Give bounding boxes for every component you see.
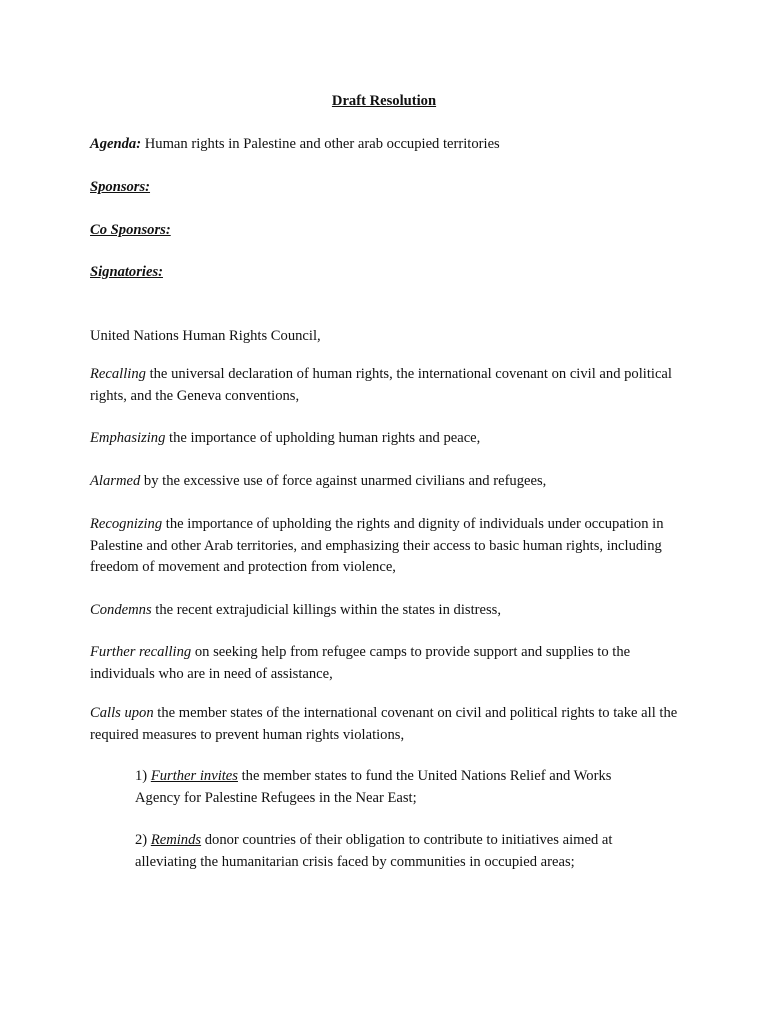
document-title: Draft Resolution	[331, 93, 437, 109]
clause-lead: Recalling	[90, 366, 146, 382]
clause-lead: Alarmed	[90, 473, 141, 489]
operative-clause	[135, 766, 655, 809]
clause-lead: Calls upon	[90, 705, 154, 721]
clause-lead: Further invites	[150, 768, 238, 784]
preambular-clause	[90, 600, 690, 622]
body-name: United Nations Human Rights Council,	[90, 328, 321, 344]
clause-lead: Further recalling	[90, 644, 192, 660]
preambular-clause	[90, 364, 690, 407]
preambular-clause	[90, 703, 690, 746]
sponsors-line	[90, 177, 690, 199]
preambular-clause	[90, 514, 690, 579]
clause-text: the importance of upholding the rights and dignity of individuals under occupation in Palestine and other Arab territories, and emphasizing their access to basic human rights, including freedom of movement and protection from violence,	[90, 516, 664, 575]
operative-clause	[135, 830, 655, 873]
signatories-label: Signatories:	[90, 264, 163, 280]
clause-lead: Emphasizing	[90, 430, 166, 446]
clause-text: the recent extrajudicial killings within the states in distress,	[151, 602, 501, 618]
co-sponsors-line	[90, 220, 690, 242]
clause-text: the importance of upholding human rights and peace,	[165, 430, 481, 446]
clause-text: the member states of the international covenant on civil and political rights to take all the required measures to prevent human rights violations,	[90, 705, 678, 743]
clause-text: the universal declaration of human rights, the international covenant on civil and political rights, and the Geneva conventions,	[90, 366, 672, 404]
clause-text: by the excessive use of force against unarmed civilians and refugees,	[140, 473, 547, 489]
clause-number: 1)	[135, 768, 151, 784]
clause-text: on seeking help from refugee camps to provide support and supplies to the individuals who are in need of assistance,	[90, 644, 631, 682]
signatories-line	[90, 262, 690, 284]
clause-number: 2)	[135, 832, 151, 848]
clause-text: the member states to fund the United Nations Relief and Works Agency for Palestine Refugees in the Near East;	[135, 768, 612, 806]
agenda-label: Agenda:	[90, 136, 142, 152]
clause-lead: Recognizing	[90, 516, 163, 532]
preambular-clause	[90, 428, 690, 450]
clause-lead: Reminds	[150, 832, 202, 848]
co-sponsors-label: Co Sponsors:	[90, 222, 171, 238]
sponsors-label: Sponsors:	[90, 179, 151, 195]
clause-text: donor countries of their obligation to contribute to initiatives aimed at alleviating the humanitarian crisis faced by communities in occupied areas;	[135, 832, 613, 870]
preambular-clause	[90, 471, 690, 493]
agenda-line	[90, 134, 690, 156]
clause-lead: Condemns	[90, 602, 152, 618]
agenda-text: Human rights in Palestine and other arab occupied territories	[141, 136, 500, 152]
preambular-clause	[90, 642, 690, 685]
